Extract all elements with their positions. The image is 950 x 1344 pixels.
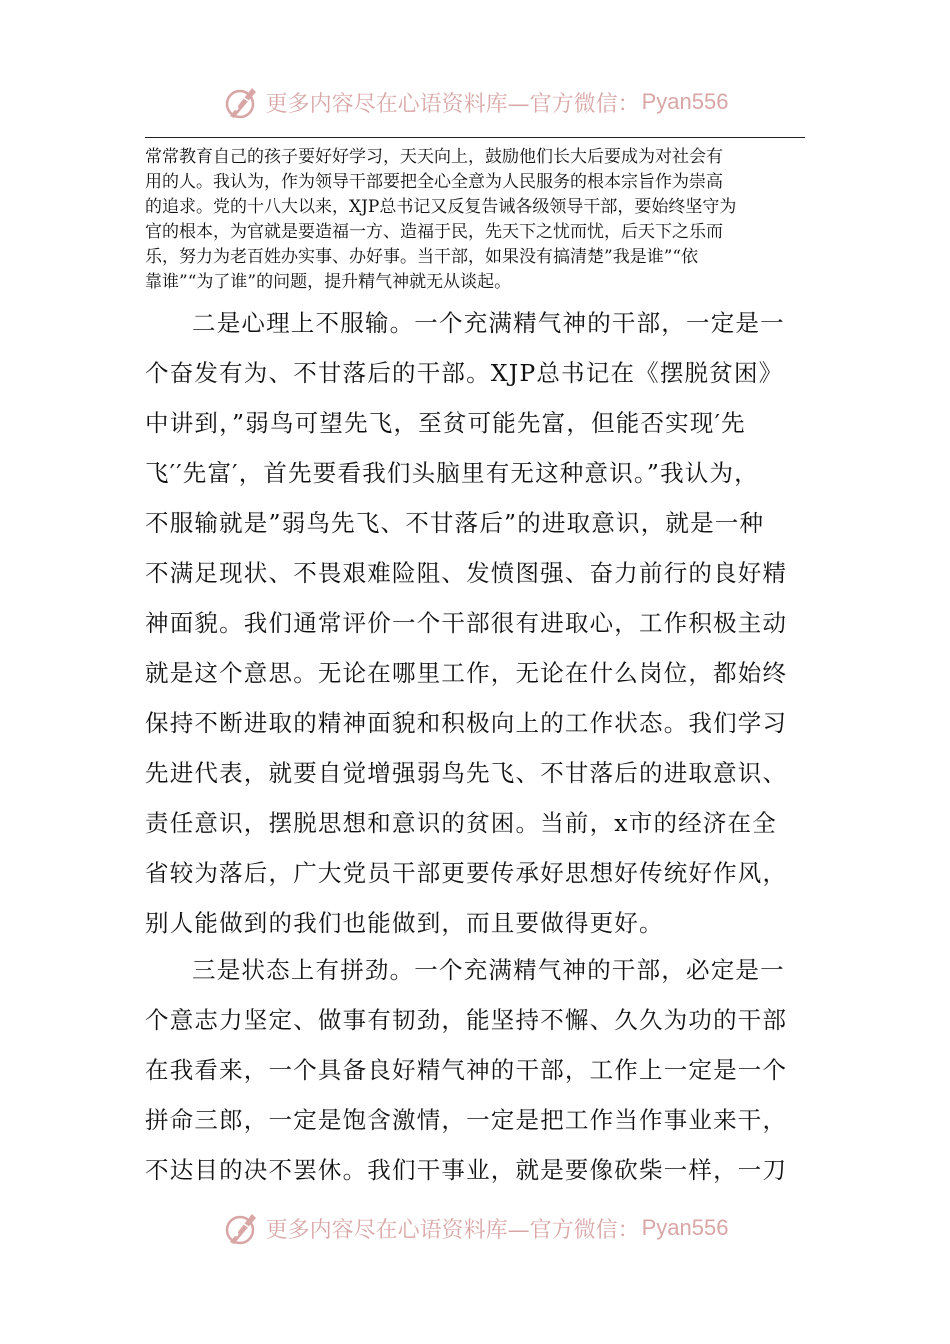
text-line: 责任意识，摆脱思想和意识的贫困。当前，x市的经济在全 [145, 809, 777, 837]
footer-banner [0, 1206, 950, 1250]
text-line: 中讲到，”弱鸟可望先飞，至贫可能先富，但能否实现′先 [145, 409, 746, 437]
banner-wechat-id: Pyan556 [641, 89, 729, 114]
quill-pen-logo-icon [222, 1208, 262, 1248]
text-line: 保持不断进取的精神面貌和积极向上的工作状态。我们学习 [145, 709, 788, 737]
text-line: 不达目的决不罢休。我们干事业，就是要像砍柴一样，一刀 [145, 1156, 788, 1184]
banner-wechat-id: Pyan556 [641, 1215, 729, 1240]
text-line: 个奋发有为、不甘落后的干部。XJP总书记在《摆脱贫困》 [145, 359, 784, 387]
text-line: 靠谁”“为了谁”的问题，提升精气神就无从谈起。 [145, 272, 512, 292]
intro-paragraph [145, 145, 810, 295]
text-line: 别人能做到的我们也能做到，而且要做得更好。 [145, 909, 664, 937]
header-banner [0, 80, 950, 124]
banner-title: 更多内容尽在心语资料库—官方微信： [265, 91, 640, 117]
text-line: 三是状态上有拼劲。一个充满精气神的干部，必定是一 [192, 956, 785, 984]
text-line: 不服输就是”弱鸟先飞、不甘落后”的进取意识，就是一种 [145, 509, 765, 537]
text-line: 乐，努力为老百姓办实事、办好事。当干部，如果没有搞清楚”我是谁”“依 [145, 247, 699, 267]
text-line: 官的根本，为官就是要造福一方、造福于民，先天下之忧而忧，后天下之乐而 [145, 222, 723, 242]
text-line: 常常教育自己的孩子要好好学习，天天向上，鼓励他们长大后要成为对社会有 [145, 147, 723, 167]
paragraph-not-giving-up [145, 298, 825, 948]
text-line: 二是心理上不服输。一个充满精气神的干部，一定是一 [192, 309, 785, 337]
text-line: 个意志力坚定、做事有韧劲，能坚持不懈、久久为功的干部 [145, 1006, 788, 1034]
banner-title: 更多内容尽在心语资料库—官方微信： [265, 1217, 640, 1243]
text-line: 用的人。我认为，作为领导干部要把全心全意为人民服务的根本宗旨作为崇高 [145, 172, 723, 192]
paragraph-hard-work [145, 945, 825, 1195]
text-line: 就是这个意思。无论在哪里工作，无论在什么岗位，都始终 [145, 659, 788, 687]
quill-pen-logo-icon [222, 82, 262, 122]
text-line: 省较为落后，广大党员干部更要传承好思想好传统好作风， [145, 859, 788, 887]
text-line: 飞′′先富′，首先要看我们头脑里有无这种意识。”我认为， [145, 459, 759, 487]
text-line: 的追求。党的十八大以来，XJP总书记又反复告诫各级领导干部，要始终坚守为 [145, 197, 737, 217]
text-line: 神面貌。我们通常评价一个干部很有进取心，工作积极主动 [145, 609, 788, 637]
text-line: 不满足现状、不畏艰难险阻、发愤图强、奋力前行的良好精 [145, 559, 788, 587]
header-divider [145, 137, 805, 138]
text-line: 拼命三郎，一定是饱含激情，一定是把工作当作事业来干， [145, 1106, 788, 1134]
text-line: 在我看来，一个具备良好精气神的干部，工作上一定是一个 [145, 1056, 788, 1084]
text-line: 先进代表，就要自觉增强弱鸟先飞、不甘落后的进取意识、 [145, 759, 788, 787]
